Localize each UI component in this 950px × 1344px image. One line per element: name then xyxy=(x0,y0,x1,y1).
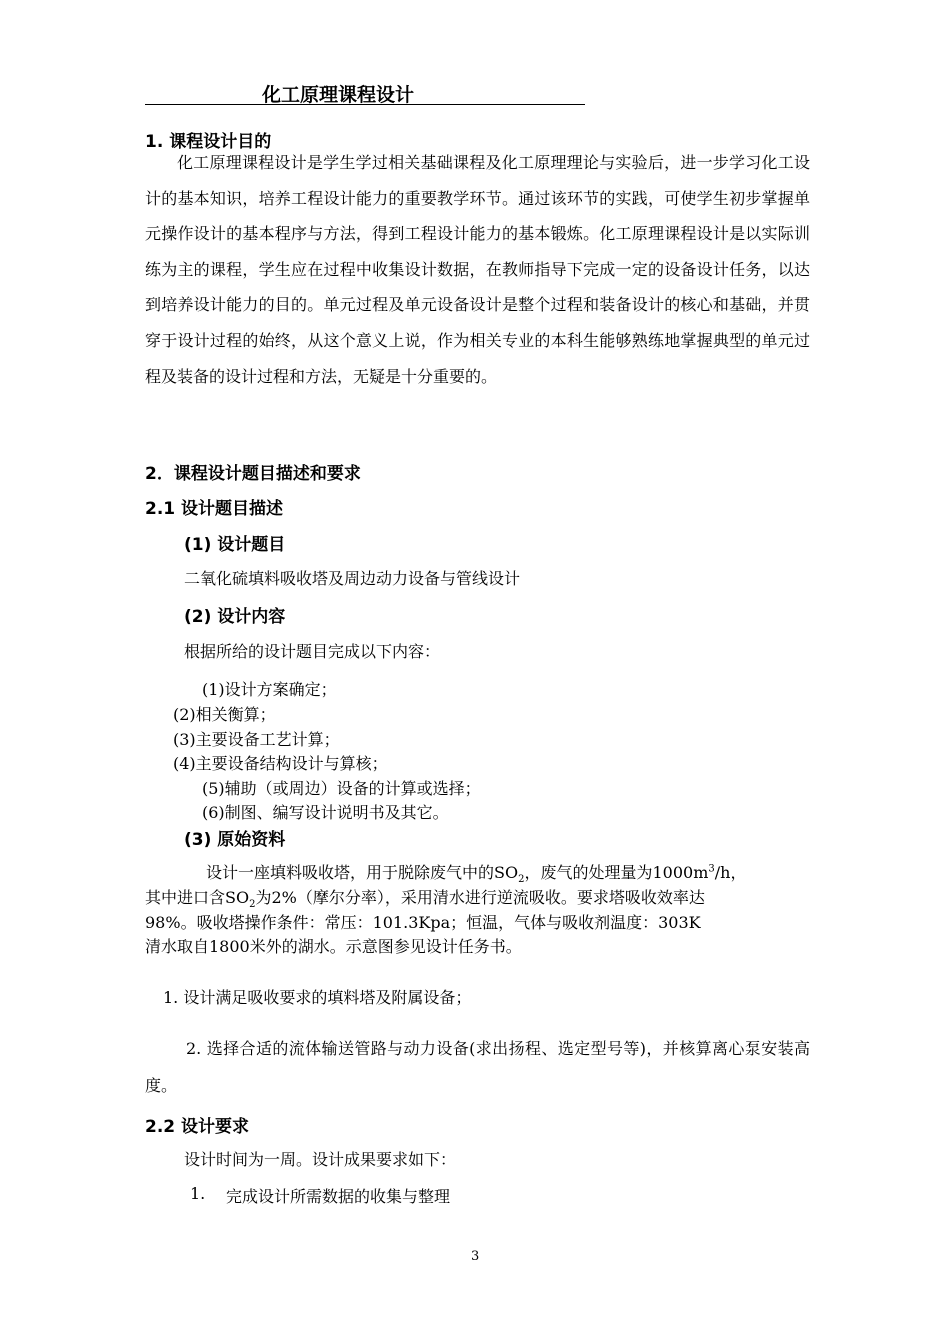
raw-data-text: ，废气的处理量为1000m xyxy=(524,863,709,882)
design-topic-text: 二氧化硫填料吸收塔及周边动力设备与管线设计 xyxy=(184,569,521,588)
design-content-intro: 根据所给的设计题目完成以下内容： xyxy=(184,642,441,661)
page-number: 3 xyxy=(471,1249,480,1264)
so2-formula: SO xyxy=(225,888,250,907)
subscript: 2 xyxy=(249,899,256,911)
raw-data-heading: (3) 原始资料 xyxy=(184,830,286,850)
design-topic-heading: (1) 设计题目 xyxy=(184,535,286,555)
section-2-heading: 2．课程设计题目描述和要求 xyxy=(145,464,361,484)
section-1-heading: 1. 课程设计目的 xyxy=(145,132,272,152)
task-item-2: 2. 选择合适的流体输送管路与动力设备(求出扬程、选定型号等)，并核算离心泵安装高度。 xyxy=(145,1039,810,1095)
raw-data-line-2 xyxy=(145,885,705,910)
subscript: 2 xyxy=(518,874,525,886)
section-2-1-heading: 2.1 设计题目描述 xyxy=(145,499,284,519)
raw-data-line-4: 清水取自1800米外的湖水。示意图参见设计任务书。 xyxy=(145,937,522,956)
content-list-item: (6)制图、编写设计说明书及其它。 xyxy=(202,803,449,822)
so2-formula: SO xyxy=(494,863,519,882)
raw-data-text: 其中进口含 xyxy=(145,888,226,907)
requirement-item-number: 1. xyxy=(190,1184,206,1203)
requirements-intro: 设计时间为一周。设计成果要求如下： xyxy=(184,1150,457,1169)
raw-data-text: /h， xyxy=(714,863,747,882)
raw-data-line-1 xyxy=(206,860,746,885)
section-1-paragraph: 化工原理课程设计是学生学过相关基础课程及化工原理理论与实验后，进一步学习化工设计的基本知识，培养工程设计能力的重要教学环节。通过该环节的实践，可使学生初步掌握单元操作设计的基本程序与方法，得到工程设计能力的基本锻炼。化工原理课程设计是以实际训练为主的课程，学生应在过程中收集设计数据，在教师指导下完成一定的设备设计任务，以达到培养设计能力的目的。单元过程及单元设备设计是整个过程和装备设计的核心和基础，并贯穿于设计过程的始终，从这个意义上说，作为相关专业的本科生能够熟练地掌握典型的单元过程及装备的设计过程和方法，无疑是十分重要的。 xyxy=(145,153,810,386)
content-list-item: (3)主要设备工艺计算； xyxy=(173,730,340,749)
content-list-item: (5)辅助（或周边）设备的计算或选择； xyxy=(202,779,481,798)
raw-data-text: 设计一座填料吸收塔，用于脱除废气中的 xyxy=(206,863,495,882)
raw-data-line-3: 98%。吸收塔操作条件：常压：101.3Kpa；恒温，气体与吸收剂温度：303K xyxy=(145,913,701,932)
document-title-text: 化工原理课程设计 xyxy=(262,84,415,106)
document-title xyxy=(145,80,585,105)
content-list-item: (1)设计方案确定； xyxy=(202,680,337,699)
task-item-1: 1. 设计满足吸收要求的填料塔及附属设备； xyxy=(163,988,472,1007)
raw-data-text: 为2%（摩尔分率），采用清水进行逆流吸收。要求塔吸收效率达 xyxy=(255,888,705,907)
section-2-2-heading: 2.2 设计要求 xyxy=(145,1117,250,1137)
content-list-item: (4)主要设备结构设计与算核； xyxy=(173,754,388,773)
superscript: 3 xyxy=(708,863,715,875)
requirement-item-text: 完成设计所需数据的收集与整理 xyxy=(226,1187,451,1206)
design-content-heading: (2) 设计内容 xyxy=(184,607,286,627)
content-list-item: (2)相关衡算； xyxy=(173,705,276,724)
